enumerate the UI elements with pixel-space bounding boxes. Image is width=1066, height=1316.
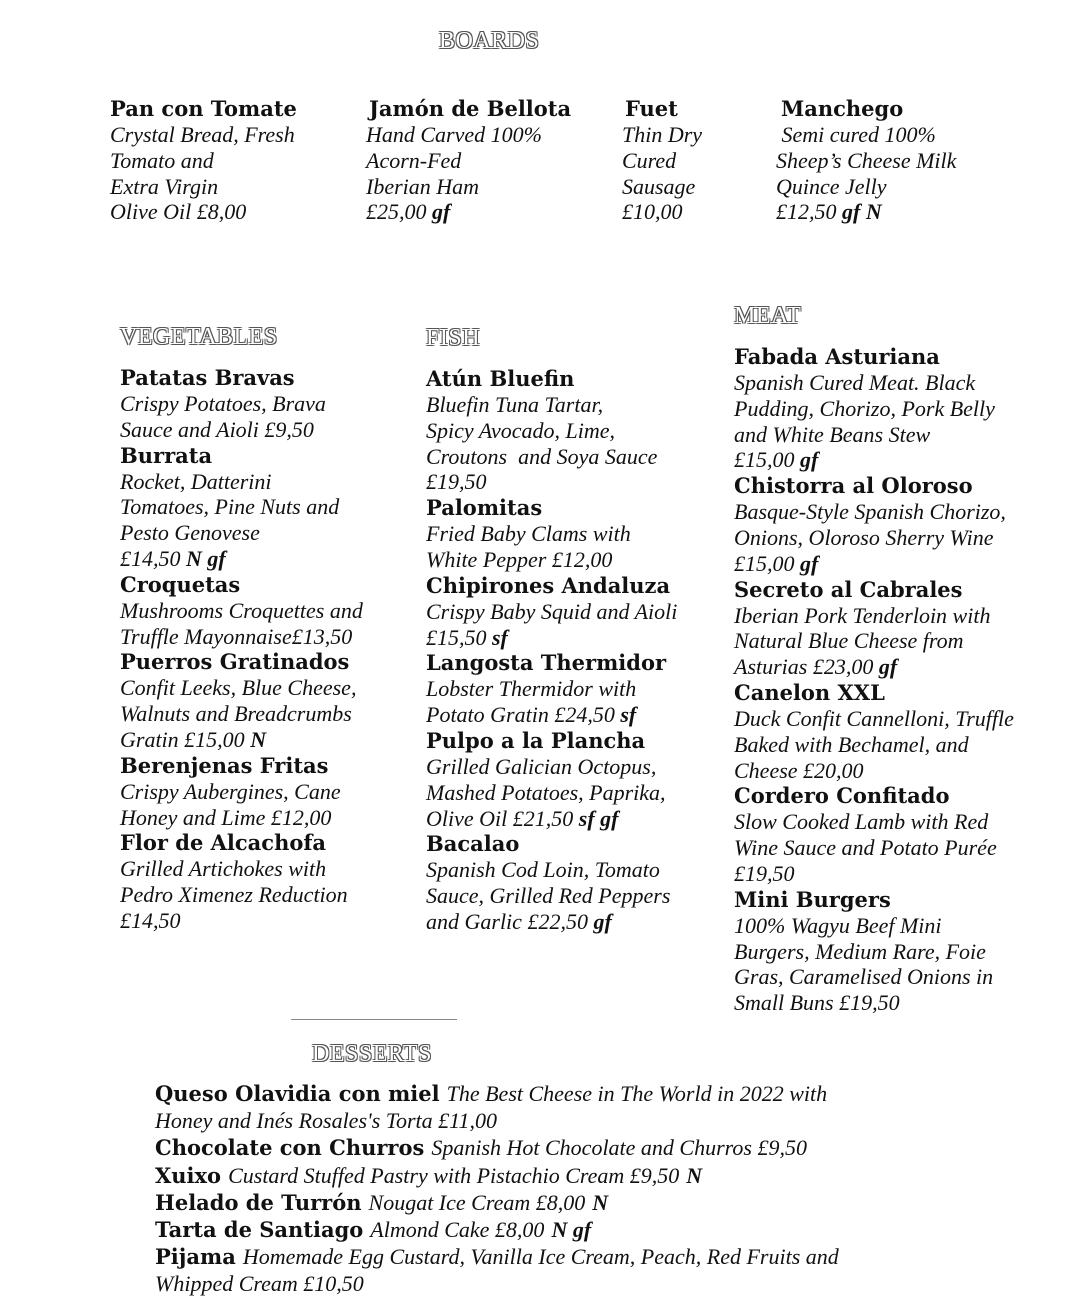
item-name: Manchego: [781, 96, 904, 121]
item-desc: [426, 702, 726, 728]
item-desc: Slow Cooked Lamb with Red: [734, 809, 989, 835]
dietary-tags: N gf: [186, 545, 226, 571]
dietary-tags: sf: [492, 624, 508, 650]
item-name: Fabada Asturiana: [734, 344, 940, 369]
item-desc: and White Beans Stew: [734, 421, 931, 447]
item-name: Patatas Bravas: [120, 365, 295, 390]
item-desc: £19,50: [734, 860, 795, 886]
item-desc: £10,00: [622, 199, 683, 225]
item-desc: Crystal Bread, Fresh: [110, 122, 295, 147]
dietary-tags: gf: [800, 550, 819, 576]
item-desc: Sausage: [622, 173, 696, 199]
item-desc: [734, 447, 1034, 473]
item-desc: Mushrooms Croquettes and: [120, 597, 363, 623]
item-desc: Tomato and: [110, 147, 214, 173]
item-desc: Spanish Cured Meat. Black: [734, 370, 976, 395]
item-name: Chocolate con Churros: [155, 1135, 425, 1161]
item-desc: [776, 199, 1016, 225]
item-desc: £14,50: [120, 907, 181, 933]
menu-item: [426, 831, 726, 934]
item-name: Berenjenas Fritas: [120, 752, 329, 778]
item-price: Gratin £15,00: [120, 726, 245, 752]
menu-item: [120, 443, 410, 572]
item-name: Atún Bluefin: [426, 366, 575, 391]
dietary-tags: gf: [800, 447, 819, 473]
item-desc: Custard Stuffed Pastry with Pistachio Cream £9,50: [228, 1162, 680, 1188]
item-desc: Onions, Oloroso Sherry Wine: [734, 524, 994, 550]
item-desc: Thin Dry: [622, 122, 703, 147]
item-desc: Olive Oil £8,00: [110, 199, 247, 225]
item-desc: Homemade Egg Custard, Vanilla Ice Cream, Peach, Red Fruits and: [242, 1244, 839, 1270]
item-name: Queso Olavidia con miel: [155, 1081, 440, 1106]
item-name: Langosta Thermidor: [426, 650, 667, 676]
item-price: Asturias £23,00: [734, 654, 874, 680]
meat-heading: MEAT: [734, 303, 802, 329]
dietary-tags: gf: [878, 654, 898, 680]
item-desc: Truffle Mayonnaise£13,50: [120, 623, 353, 649]
dietary-tags: N gf: [551, 1217, 592, 1243]
menu-item: [155, 1244, 1035, 1271]
item-name: Cordero Confitado: [734, 783, 950, 809]
item-name: Canelon XXL: [734, 679, 885, 705]
item-desc: Pesto Genovese: [120, 520, 260, 546]
item-desc: Cured: [622, 147, 677, 173]
item-price: £12,50: [776, 199, 837, 225]
item-desc: [734, 551, 1034, 577]
menu-item: [155, 1190, 1035, 1217]
dietary-tags: gf: [432, 199, 451, 225]
board-item: [776, 96, 1016, 225]
menu-item: [734, 680, 1034, 783]
item-desc: Small Buns £19,50: [734, 990, 900, 1016]
dietary-tags: N: [686, 1162, 703, 1188]
menu-item: [426, 728, 726, 831]
item-name: Pan con Tomate: [110, 96, 297, 121]
dietary-tags: N: [592, 1189, 609, 1215]
menu-item: [120, 830, 410, 933]
dietary-tags: sf gf: [578, 805, 619, 831]
item-name: Tarta de Santiago: [155, 1217, 364, 1243]
dietary-tags: sf: [620, 702, 637, 728]
boards-heading: BOARDS: [439, 28, 540, 54]
menu-item-continued: [155, 1108, 1035, 1135]
item-desc: Honey and Inés Rosales's Torta £11,00: [155, 1108, 498, 1134]
item-desc: Extra Virgin: [110, 173, 219, 199]
dietary-tags: gf: [593, 908, 612, 934]
meat-list: [734, 344, 1034, 1016]
section-divider: [291, 1019, 457, 1020]
item-name: Helado de Turrón: [155, 1189, 362, 1215]
item-desc: Fried Baby Clams with: [426, 521, 631, 547]
menu-item: [120, 753, 410, 831]
item-name: Mini Burgers: [734, 886, 891, 912]
item-name: Pijama: [155, 1244, 236, 1270]
item-desc: Semi cured 100%: [776, 122, 936, 147]
item-desc: Wine Sauce and Potato Purée: [734, 835, 997, 861]
item-name: Burrata: [120, 442, 213, 468]
vegetables-heading: VEGETABLES: [120, 324, 278, 350]
item-desc: The Best Cheese in The World in 2022 with: [446, 1081, 828, 1106]
item-desc: [366, 199, 616, 225]
menu-item: [155, 1163, 1035, 1190]
item-desc: Nougat Ice Cream £8,00: [368, 1189, 586, 1215]
item-price: £15,00: [734, 550, 795, 576]
item-desc: Hand Carved 100%: [366, 122, 542, 147]
item-desc: Sauce and Aioli £9,50: [120, 416, 314, 442]
item-price: Potato Gratin £24,50: [426, 702, 615, 728]
item-desc: [120, 727, 410, 753]
menu-item: [155, 1135, 1035, 1162]
board-item: [622, 96, 772, 225]
item-desc: Acorn-Fed: [366, 147, 462, 173]
item-name: Xuixo: [155, 1162, 222, 1188]
item-desc: £19,50: [426, 469, 487, 495]
item-desc: Crispy Baby Squid and Aioli: [426, 598, 678, 624]
item-name: Fuet: [625, 96, 678, 121]
menu-item: [120, 365, 410, 443]
item-desc: Gras, Caramelised Onions in: [734, 964, 994, 990]
item-desc: Spicy Avocado, Lime,: [426, 417, 615, 443]
item-desc: Iberian Ham: [366, 173, 480, 199]
item-price: £15,50: [426, 624, 487, 650]
item-desc: Confit Leeks, Blue Cheese,: [120, 675, 357, 701]
item-desc: Spanish Hot Chocolate and Churros £9,50: [431, 1135, 807, 1161]
item-desc: Crispy Potatoes, Brava: [120, 391, 326, 416]
item-name: Chistorra al Oloroso: [734, 473, 973, 499]
menu-item: [155, 1217, 1035, 1244]
menu-item: [734, 783, 1034, 886]
item-name: Bacalao: [426, 831, 520, 857]
item-desc: [426, 625, 726, 651]
item-name: Pulpo a la Plancha: [426, 727, 646, 753]
item-price: £14,50: [120, 545, 181, 571]
item-price: and Garlic £22,50: [426, 908, 588, 934]
menu-item: [734, 473, 1034, 576]
item-desc: Tomatoes, Pine Nuts and: [120, 494, 340, 520]
item-name: Jamón de Bellota: [369, 96, 572, 121]
item-desc: Whipped Cream £10,50: [155, 1271, 364, 1297]
menu-item: [734, 344, 1034, 473]
item-desc: [426, 806, 726, 832]
item-desc: Croutons and Soya Sauce: [426, 443, 658, 469]
item-desc: Sheep’s Cheese Milk: [776, 147, 957, 173]
item-desc: White Pepper £12,00: [426, 546, 613, 572]
menu-item-continued: [155, 1271, 1035, 1298]
menu-item: [120, 572, 410, 650]
item-name: Croquetas: [120, 571, 241, 597]
desserts-list: [155, 1081, 1035, 1299]
menu-item: [426, 495, 726, 573]
menu-item: [426, 573, 726, 651]
menu-item: [734, 577, 1034, 680]
item-desc: Mashed Potatoes, Paprika,: [426, 779, 666, 805]
board-item: [366, 96, 616, 225]
item-desc: Bluefin Tuna Tartar,: [426, 392, 604, 417]
item-desc: Lobster Thermidor with: [426, 676, 637, 702]
item-desc: Pedro Ximenez Reduction: [120, 882, 348, 908]
item-desc: Natural Blue Cheese from: [734, 628, 964, 654]
desserts-heading: DESSERTS: [312, 1041, 432, 1067]
item-desc: Pudding, Chorizo, Pork Belly: [734, 395, 995, 421]
fish-heading: FISH: [426, 325, 481, 351]
menu-item: [426, 650, 726, 728]
item-desc: Basque-Style Spanish Chorizo,: [734, 499, 1006, 525]
menu-item: [734, 887, 1034, 1016]
menu-item: [426, 366, 726, 495]
item-desc: Duck Confit Cannelloni, Truffle: [734, 705, 1014, 731]
item-desc: Quince Jelly: [776, 173, 887, 199]
item-price: £15,00: [734, 447, 795, 473]
menu-item: [155, 1081, 1035, 1108]
item-name: Flor de Alcachofa: [120, 830, 326, 856]
item-desc: [734, 654, 1034, 680]
item-desc: Almond Cake £8,00: [370, 1217, 545, 1243]
item-desc: Spanish Cod Loin, Tomato: [426, 857, 660, 883]
item-desc: Crispy Aubergines, Cane: [120, 778, 341, 804]
fish-list: [426, 366, 726, 935]
item-desc: [426, 909, 726, 935]
board-item: [110, 96, 360, 225]
item-desc: 100% Wagyu Beef Mini: [734, 912, 942, 938]
item-desc: Sauce, Grilled Red Peppers: [426, 883, 671, 909]
item-desc: Walnuts and Breadcrumbs: [120, 701, 352, 727]
item-name: Chipirones Andaluza: [426, 572, 671, 598]
item-desc: Honey and Lime £12,00: [120, 804, 332, 830]
item-desc: Rocket, Datterini: [120, 468, 272, 494]
item-desc: Grilled Artichokes with: [120, 856, 327, 882]
item-desc: Iberian Pork Tenderloin with: [734, 602, 991, 628]
item-price: £25,00: [366, 199, 427, 225]
vegetables-list: [120, 365, 410, 934]
item-desc: Burgers, Medium Rare, Foie: [734, 938, 986, 964]
item-price: Olive Oil £21,50: [426, 805, 574, 831]
item-desc: Baked with Bechamel, and: [734, 731, 969, 757]
menu-item: [120, 649, 410, 752]
dietary-tags: N: [250, 726, 267, 752]
item-name: Palomitas: [426, 495, 543, 521]
item-name: Puerros Gratinados: [120, 649, 350, 675]
item-desc: Grilled Galician Octopus,: [426, 753, 657, 779]
item-desc: [120, 546, 410, 572]
item-name: Secreto al Cabrales: [734, 576, 963, 602]
item-desc: Cheese £20,00: [734, 757, 864, 783]
dietary-tags: gf N: [842, 199, 882, 225]
